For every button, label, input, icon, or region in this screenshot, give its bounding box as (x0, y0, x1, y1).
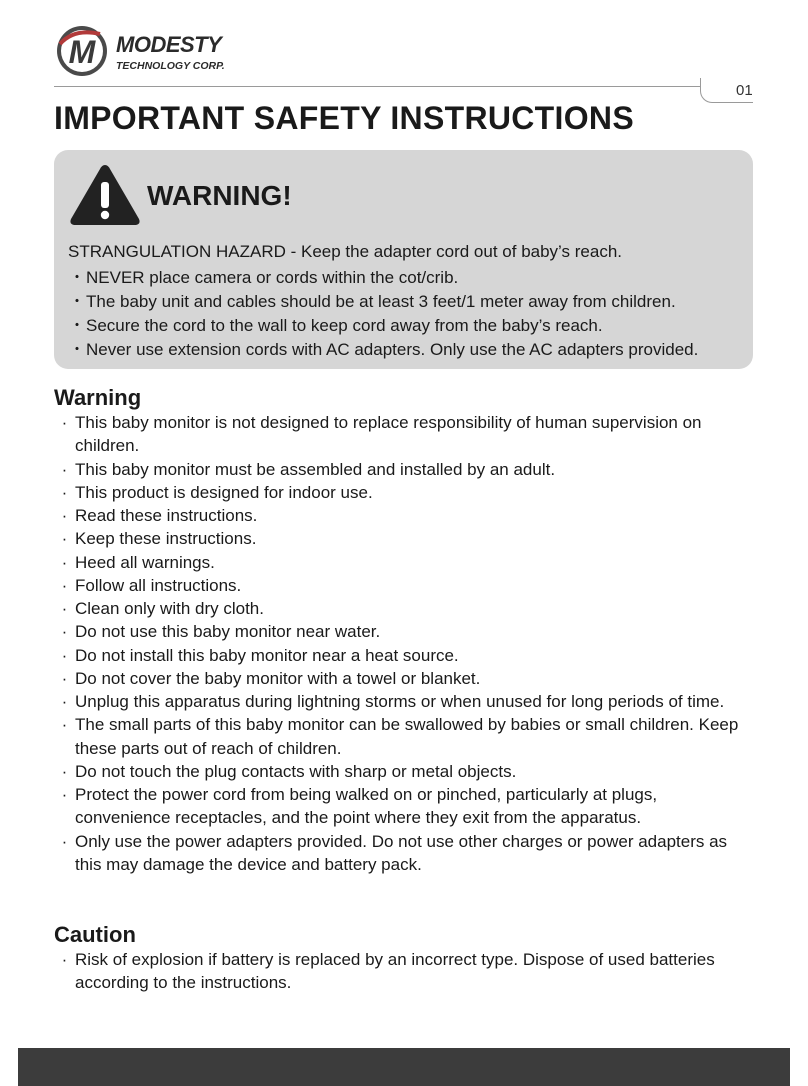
list-item: · This baby monitor must be assembled and installed by an adult. (61, 459, 556, 479)
list-item: · Do not use this baby monitor near water. (61, 622, 381, 642)
list-item: · Heed all warnings. (61, 552, 215, 572)
header-rule (54, 86, 700, 87)
footer-bar (18, 1048, 790, 1086)
list-item: · The small parts of this baby monitor can be swallowed by babies or small children. Keep these parts out of reach of children. (61, 715, 739, 758)
list-item: · Protect the power cord from being walked on or pinched, particularly at plugs, convenience receptacles, and the point where they exit from the apparatus. (61, 785, 658, 828)
list-item: · Do not touch the plug contacts with sharp or metal objects. (61, 761, 517, 781)
caution-list (54, 948, 754, 995)
list-item: · This product is designed for indoor use. (61, 482, 373, 502)
list-item: · Clean only with dry cloth. (61, 599, 264, 618)
bullet: ・ (68, 340, 86, 359)
strangulation-hazard-text: STRANGULATION HAZARD - Keep the adapter cord out of baby’s reach. (68, 242, 622, 261)
bullet: ・ (68, 292, 86, 311)
warning-triangle-icon (68, 162, 142, 228)
list-item: · Keep these instructions. (61, 529, 257, 549)
warning-heading: WARNING! (147, 180, 292, 211)
warning-section-title: Warning (54, 385, 142, 410)
brand-subtitle: TECHNOLOGY CORP. (116, 60, 225, 72)
caution-section-title: Caution (54, 922, 136, 947)
bullet: ・ (68, 268, 86, 287)
list-item: · Risk of explosion if battery is replaced by an incorrect type. Dispose of used batteries according to the instructions. (61, 950, 715, 993)
warning-list (54, 411, 754, 876)
brand-name: MODESTY (116, 32, 222, 57)
list-item: · This baby monitor is not designed to replace responsibility of human supervision on children. (61, 413, 702, 456)
company-logo (54, 22, 254, 80)
list-item: · Do not cover the baby monitor with a towel or blanket. (61, 668, 481, 688)
list-item: · Unplug this apparatus during lightning storms or when unused for long periods of time. (61, 692, 725, 711)
warning-box-list (68, 266, 698, 362)
list-item: · Follow all instructions. (61, 575, 242, 595)
warning-box (54, 150, 753, 369)
list-item: ・The baby unit and cables should be at least 3 feet/1 meter away from children. (68, 290, 698, 314)
svg-text:M: M (68, 34, 96, 70)
page-title: IMPORTANT SAFETY INSTRUCTIONS (54, 100, 634, 136)
modesty-logo-mark (54, 22, 110, 80)
list-item: · Do not install this baby monitor near a heat source. (61, 645, 459, 665)
list-item: ・NEVER place camera or cords within the cot/crib. (68, 266, 698, 290)
list-item: ・Secure the cord to the wall to keep cord away from the baby’s reach. (68, 314, 698, 338)
list-item: ・Never use extension cords with AC adapters. Only use the AC adapters provided. (68, 338, 698, 362)
page-number: 01 (736, 82, 753, 99)
bullet: ・ (68, 316, 86, 335)
list-item: · Only use the power adapters provided. Do not use other charges or power adapters as this may damage the device and battery pack. (61, 831, 728, 874)
list-item: · Read these instructions. (61, 506, 258, 525)
